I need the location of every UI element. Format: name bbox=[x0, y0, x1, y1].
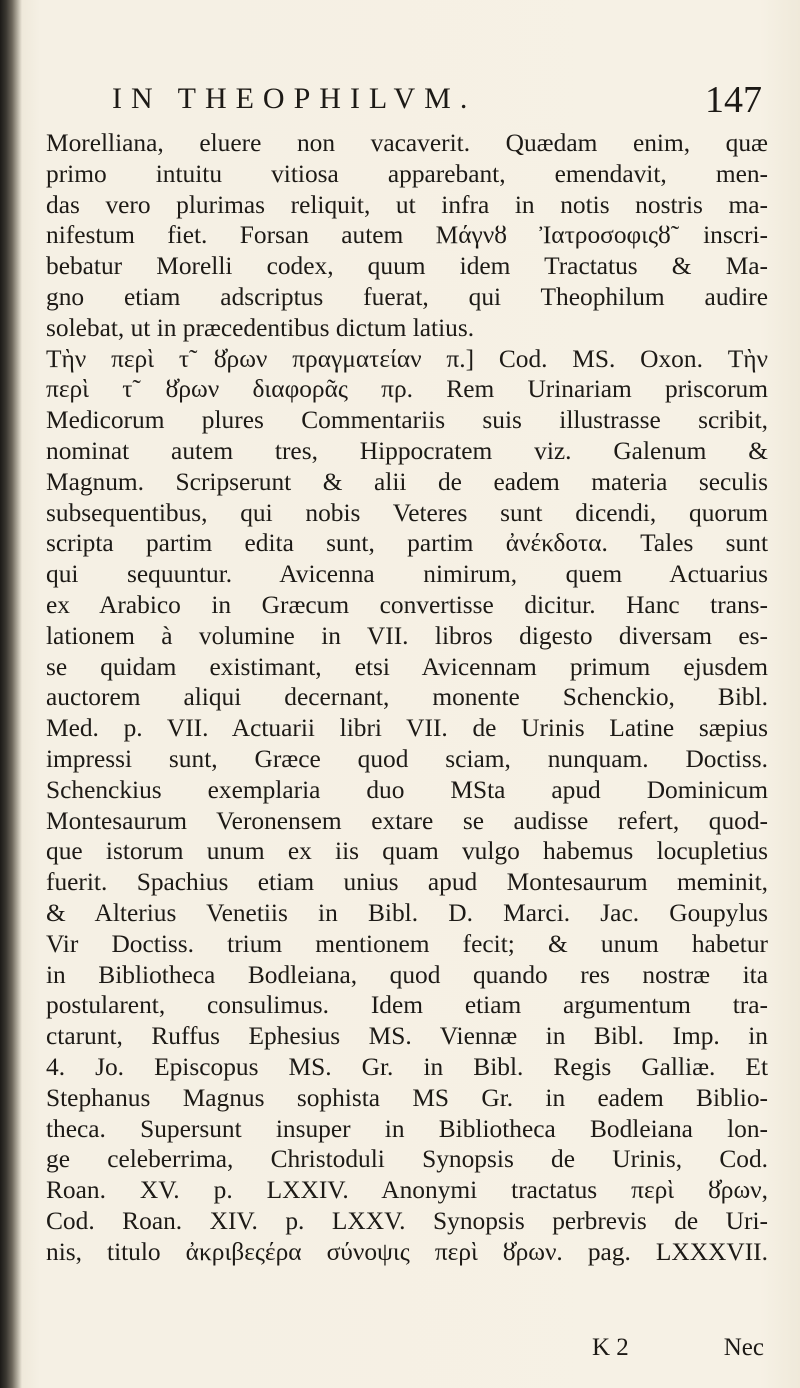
text-line: περὶ τ̃ ȣ̓ρων διαφορᾶς πρ. Rem Urinariam priscorum bbox=[46, 375, 768, 404]
text-line: impressi sunt, Græce quod sciam, nunquam. Doctiss. bbox=[46, 744, 768, 773]
text-line: se quidam existimant, etsi Avicennam primum ejusdem bbox=[46, 652, 768, 681]
text-line: Τὴν περὶ τ̃ ȣ̓ρων πραγματείαν π.] Cod. MS. Oxon. Τὴν bbox=[46, 344, 768, 373]
text-line: bebatur Morelli codex, quum idem Tractatus & Ma- bbox=[46, 252, 768, 281]
text-line: ge celeberrima, Christoduli Synopsis de Urinis, Cod. bbox=[46, 1145, 768, 1174]
text-line: Morelliana, eluere non vacaverit. Quædam enim, quæ bbox=[46, 129, 768, 157]
text-line: Stephanus Magnus sophista MS Gr. in eadem Biblio- bbox=[46, 1083, 768, 1112]
text-line: Schenckius exemplaria duo MSta apud Dominicum bbox=[46, 775, 768, 804]
text-line: fuerit. Spachius etiam unius apud Montesaurum meminit, bbox=[46, 868, 768, 897]
body-text bbox=[46, 128, 768, 1267]
text-line: das vero plurimas reliquit, ut infra in notis nostris ma- bbox=[46, 190, 768, 219]
text-line: qui sequuntur. Avicenna nimirum, quem Actuarius bbox=[46, 560, 768, 589]
text-line: Roan. XV. p. LXXIV. Anonymi tractatus περὶ ȣ̓ρων, bbox=[46, 1176, 768, 1205]
text-line: nifestum fiet. Forsan autem Μάγνȣ Ἰατροσοφιςȣ̃ inscri- bbox=[46, 221, 768, 250]
text-line: Med. p. VII. Actuarii libri VII. de Urinis Latine sæpius bbox=[46, 714, 768, 743]
text-line: Cod. Roan. XIV. p. LXXV. Synopsis perbrevis de Uri- bbox=[46, 1206, 768, 1235]
text-line: que istorum unum ex iis quam vulgo habemus locupletius bbox=[46, 837, 768, 866]
text-line: Magnum. Scripserunt & alii de eadem materia seculis bbox=[46, 467, 768, 496]
text-line: postularent, consulimus. Idem etiam argumentum tra- bbox=[46, 991, 768, 1020]
text-line: Vir Doctiss. trium mentionem fecit; & unum habetur bbox=[46, 929, 768, 958]
text-line: in Bibliotheca Bodleiana, quod quando res nostræ ita bbox=[46, 960, 768, 989]
text-line: primo intuitu vitiosa apparebant, emendavit, men- bbox=[46, 159, 768, 188]
text-line: nominat autem tres, Hippocratem viz. Galenum & bbox=[46, 436, 768, 465]
text-line: & Alterius Venetiis in Bibl. D. Marci. Jac. Goupylus bbox=[46, 898, 768, 927]
text-line: auctorem aliqui decernant, monente Schenckio, Bibl. bbox=[46, 683, 768, 712]
page-header bbox=[112, 76, 762, 124]
text-line: lationem à volumine in VII. libros digesto diversam es- bbox=[46, 621, 768, 650]
text-line: gno etiam adscriptus fuerat, qui Theophilum audire bbox=[46, 282, 768, 311]
running-title: IN THEOPHILVM. bbox=[112, 82, 477, 115]
text-line: Medicorum plures Commentariis suis illustrasse scribit, bbox=[46, 406, 768, 435]
binding-gutter bbox=[0, 0, 22, 1388]
text-line: 4. Jo. Episcopus MS. Gr. in Bibl. Regis Galliæ. Et bbox=[46, 1052, 768, 1081]
text-line: ctarunt, Ruffus Ephesius MS. Viennæ in Bibl. Imp. in bbox=[46, 1022, 768, 1051]
text-line: theca. Supersunt insuper in Bibliotheca Bodleiana lon- bbox=[46, 1114, 768, 1143]
catchword: Nec bbox=[723, 1334, 764, 1361]
signature-mark: K 2 bbox=[592, 1334, 629, 1361]
page-number: 147 bbox=[705, 79, 762, 121]
text-line: Montesaurum Veronensem extare se audisse refert, quod- bbox=[46, 806, 768, 835]
text-line: ex Arabico in Græcum convertisse dicitur. Hanc trans- bbox=[46, 590, 768, 619]
text-line: scripta partim edita sunt, partim ἀνέκδοτα. Tales sunt bbox=[46, 529, 768, 558]
text-line: subsequentibus, qui nobis Veteres sunt dicendi, quorum bbox=[46, 498, 768, 527]
text-line: solebat, ut in præcedentibus dictum latius. bbox=[46, 313, 475, 342]
text-line: nis, titulo ἀκριβεςέρα σύνοψις περὶ ȣ̓ρων. pag. LXXXVII. bbox=[46, 1237, 768, 1266]
